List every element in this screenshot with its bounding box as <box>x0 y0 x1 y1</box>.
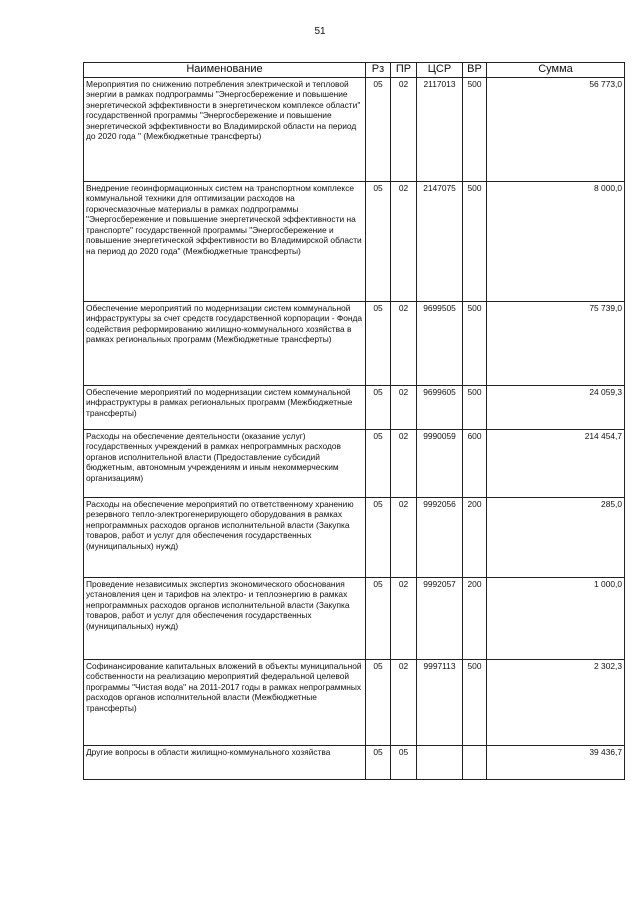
cell-csr: 2117013 <box>417 78 463 182</box>
cell-vr: 500 <box>463 302 487 386</box>
cell-csr: 9992056 <box>417 498 463 578</box>
cell-rz: 05 <box>366 302 391 386</box>
cell-rz: 05 <box>366 182 391 302</box>
col-header-vr: ВР <box>463 63 487 78</box>
cell-vr: 500 <box>463 660 487 746</box>
cell-rz: 05 <box>366 78 391 182</box>
cell-csr: 9699505 <box>417 302 463 386</box>
table-row <box>84 302 625 386</box>
cell-vr: 500 <box>463 182 487 302</box>
cell-vr: 200 <box>463 578 487 660</box>
table-row <box>84 498 625 578</box>
cell-sum: 285,0 <box>487 498 625 578</box>
table-row <box>84 746 625 780</box>
table-header-row <box>84 63 625 78</box>
table-row <box>84 182 625 302</box>
cell-csr: 2147075 <box>417 182 463 302</box>
cell-name: Расходы на обеспечение мероприятий по ответственному хранению резервного тепло-электрогенерирующего оборудования в рамках непрограммных расходов органов исполнительной власти (Закупка товаров, работ и услуг для обеспечения государственных (муниципальных) нужд) <box>84 498 366 578</box>
cell-sum: 2 302,3 <box>487 660 625 746</box>
cell-sum: 75 739,0 <box>487 302 625 386</box>
cell-name: Другие вопросы в области жилищно-коммунального хозяйства <box>84 746 366 780</box>
table-row <box>84 660 625 746</box>
cell-vr: 200 <box>463 498 487 578</box>
cell-vr: 500 <box>463 78 487 182</box>
cell-name: Расходы на обеспечение деятельности (оказание услуг) государственных учреждений в рамках непрограммных расходов органов исполнительной власти (Предоставление субсидий бюджетным, автономным учреждениям и иным некоммерческим организациям) <box>84 430 366 498</box>
cell-pr: 02 <box>391 78 417 182</box>
col-header-csr: ЦСР <box>417 63 463 78</box>
cell-pr: 02 <box>391 430 417 498</box>
cell-name: Внедрение геоинформационных систем на транспортном комплексе коммунальной техники для оптимизации расходов на горючесмазочные материалы в рамках подпрограммы "Энергосбережение и повышение энергетической эффективности на транспорте" государственной программы "Энергосбережение и повышение энергетической эффективности во Владимирской области на период до 2020 года" (Межбюджетные трансферты) <box>84 182 366 302</box>
cell-pr: 05 <box>391 746 417 780</box>
budget-table <box>83 62 625 780</box>
cell-csr: 9699605 <box>417 386 463 430</box>
col-header-name: Наименование <box>84 63 366 78</box>
cell-pr: 02 <box>391 302 417 386</box>
cell-csr: 9990059 <box>417 430 463 498</box>
col-header-rz: Рз <box>366 63 391 78</box>
col-header-pr: ПР <box>391 63 417 78</box>
cell-pr: 02 <box>391 182 417 302</box>
table-row <box>84 578 625 660</box>
cell-pr: 02 <box>391 386 417 430</box>
cell-name: Обеспечение мероприятий по модернизации систем коммунальной инфраструктуры за счет средств государственной корпорации - Фонда содействия реформированию жилищно-коммунального хозяйства в рамках региональных программ (Межбюджетные трансферты) <box>84 302 366 386</box>
cell-name: Мероприятия по снижению потребления электрической и тепловой энергии в рамках подпрограммы "Энергосбережение и повышение энергетической эффективности в энергетическом комплексе области" государственной программы "Энергосбережение и повышение энергетической эффективности во Владимирской области на период до 2020 года " (Межбюджетные трансферты) <box>84 78 366 182</box>
cell-rz: 05 <box>366 386 391 430</box>
cell-rz: 05 <box>366 578 391 660</box>
cell-sum: 24 059,3 <box>487 386 625 430</box>
cell-sum: 1 000,0 <box>487 578 625 660</box>
cell-sum: 214 454,7 <box>487 430 625 498</box>
cell-name: Обеспечение мероприятий по модернизации систем коммунальной инфраструктуры в рамках региональных программ (Межбюджетные трансферты) <box>84 386 366 430</box>
cell-pr: 02 <box>391 660 417 746</box>
cell-vr <box>463 746 487 780</box>
cell-sum: 39 436,7 <box>487 746 625 780</box>
cell-pr: 02 <box>391 578 417 660</box>
cell-vr: 500 <box>463 386 487 430</box>
cell-csr: 9997113 <box>417 660 463 746</box>
cell-rz: 05 <box>366 660 391 746</box>
cell-name: Софинансирование капитальных вложений в объекты муниципальной собственности на реализацию мероприятий федеральной целевой программы "Чистая вода" на 2011-2017 годы в рамках непрограммных расходов органов исполнительной власти (Межбюджетные трансферты) <box>84 660 366 746</box>
cell-rz: 05 <box>366 746 391 780</box>
table-row <box>84 386 625 430</box>
table-row <box>84 78 625 182</box>
cell-sum: 56 773,0 <box>487 78 625 182</box>
col-header-sum: Сумма <box>487 63 625 78</box>
cell-rz: 05 <box>366 430 391 498</box>
cell-rz: 05 <box>366 498 391 578</box>
page-number: 51 <box>314 26 326 37</box>
cell-csr <box>417 746 463 780</box>
cell-sum: 8 000,0 <box>487 182 625 302</box>
cell-csr: 9992057 <box>417 578 463 660</box>
cell-vr: 600 <box>463 430 487 498</box>
cell-pr: 02 <box>391 498 417 578</box>
table-row <box>84 430 625 498</box>
cell-name: Проведение независимых экспертиз экономического обоснования установления цен и тарифов на электро- и теплоэнергию в рамках непрограммных расходов органов исполнительной власти (Закупка товаров, работ и услуг для обеспечения государственных (муниципальных) нужд) <box>84 578 366 660</box>
